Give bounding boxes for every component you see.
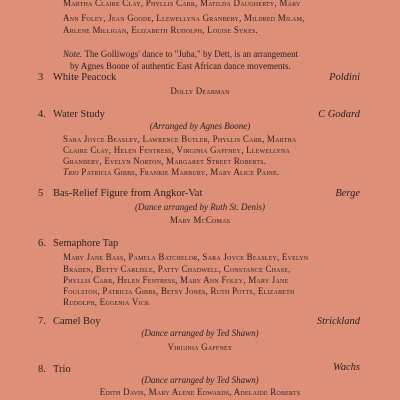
performers-line: Ann Foley, Jean Goode, Llewellyna Granbery, Mildred Milam,	[63, 13, 305, 23]
item-performer: Dolly Dearman	[170, 86, 230, 96]
item-composer: Berge	[335, 188, 360, 199]
item-composer: Wachs	[332, 362, 360, 373]
item-composer: Strickland	[316, 316, 360, 327]
item-number: 4.	[38, 109, 46, 120]
trio-line	[63, 167, 279, 177]
item-title: Bas-Relief Figure from Angkor-Vat	[53, 188, 203, 199]
performers-line: Arlene Milligan, Elizabeth Rudolph, Louise Sykes.	[63, 25, 258, 35]
performers-line: Mary Jane Bass, Pamela Batchelor, Sara Joyce Beasley, Evelyn	[63, 252, 309, 262]
trio-performers: Patricia Gibbs, Frankie Marbury, Mary Alice Paine.	[81, 167, 280, 177]
performers-line: Phyllis Carr, Helen Fentress, Mary Ann Foley, Mary Jane	[63, 275, 289, 285]
item-performer: Virginia Gaffney	[167, 342, 233, 352]
item-title: White Peacock	[53, 72, 117, 83]
performers-line: Foulston, Patricia Gibbs, Betsy Jones, Ruth Potts, Elizabeth	[63, 286, 295, 296]
item-title: Water Study	[53, 109, 105, 120]
item-arrangement: (Arranged by Agnes Boone)	[149, 121, 251, 131]
item-composer: Poldini	[329, 72, 360, 83]
note-line: by Agnes Boone of authentic East African dance movements.	[70, 61, 291, 71]
item-arrangement: (Dance arranged by Ruth St. Denis)	[135, 202, 265, 212]
performers-line: Claire Clay, Helen Fentress, Virginia Gaffney, Llewellyna	[63, 145, 290, 155]
performers-line: Martha Claire Clay, Phyllis Carr, Matilda Daugherty, Mary	[63, 0, 301, 8]
note-text: The Golliwogs' dance to "Juba," by Dett, is an arrangement	[84, 49, 299, 59]
item-number: 5	[38, 188, 44, 199]
performers-line: Rudolph, Eugenia Vick	[63, 297, 150, 307]
item-composer: C Godard	[318, 109, 360, 120]
item-number: 6.	[38, 238, 46, 249]
trio-label: Trio	[63, 167, 82, 177]
note-label: Note.	[63, 49, 85, 59]
item-performer: Edith Davis, Mary Alene Edwards, Adelaide Roberts	[99, 387, 301, 397]
item-title: Trio	[53, 364, 71, 375]
item-number: 8.	[38, 364, 46, 375]
item-arrangement: (Dance arranged by Ted Shawn)	[141, 328, 259, 338]
item-performer: Mary McComas	[169, 215, 231, 225]
performers-line: Braden, Betty Carlisle, Patty Chadwell, Constance Chase,	[63, 264, 291, 274]
performers-line: Sara Joyce Beasley, Lawrence Butler, Phyllis Carr, Martha	[63, 134, 297, 144]
performers-line: Granbery, Evelyn Norton, Margaret Street Roberts.	[63, 156, 267, 166]
item-number: 3	[38, 72, 44, 83]
item-title: Semaphore Tap	[53, 238, 119, 249]
item-arrangement: (Dance arranged by Ted Shawn)	[141, 375, 259, 385]
note-line	[63, 49, 298, 59]
item-title: Camel Boy	[53, 316, 101, 327]
item-number: 7.	[38, 316, 46, 327]
